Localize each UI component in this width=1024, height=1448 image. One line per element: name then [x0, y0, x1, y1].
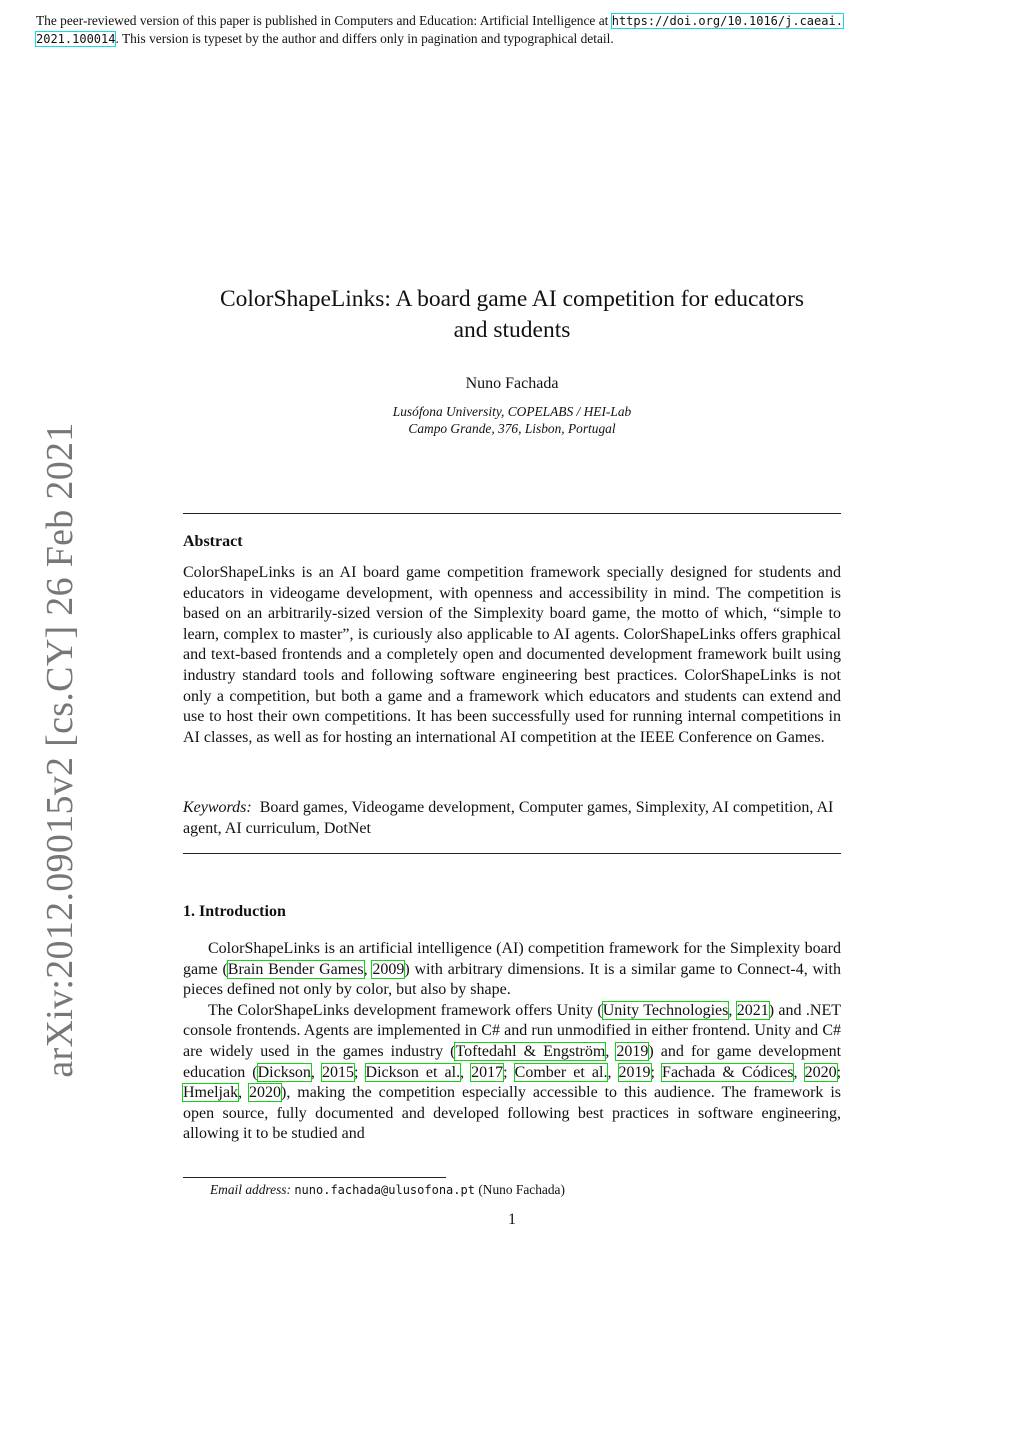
citation-link[interactable]: Brain Bender Games — [227, 960, 364, 978]
page-number: 1 — [508, 1211, 516, 1228]
footnote-rule — [183, 1177, 446, 1178]
keywords-label: Keywords: — [183, 799, 252, 816]
citation-link[interactable]: Dickson — [257, 1063, 311, 1081]
email-address: nuno.fachada@ulusofona.pt — [294, 1183, 475, 1197]
affiliation-line-1: Lusófona University, COPELABS / HEI-Lab — [392, 404, 632, 419]
footnote — [210, 1182, 565, 1198]
keywords — [183, 798, 841, 839]
citation-link[interactable]: Comber et al. — [514, 1063, 608, 1081]
abstract-text: ColorShapeLinks is an AI board game competition framework specially designed for students and educators in videogame development, with openness and accessibility in mind. The competition is based on an arbitrarily-sized version of the Simplexity board game, the motto of which, “simple to learn, complex to master”, is curiously also applicable to AI agents. ColorShapeLinks offers graphical and text-based frontends and a completely open and documented development framework built using industry standard tools and following software engineering best practices. ColorShapeLinks is not only a competition, but both a game and a framework which educators and students can extend and use to host their own competitions. It has been successfully used for running internal competitions in AI classes, as well as for hosting an international AI competition at the IEEE Conference on Games. — [183, 564, 841, 746]
citation-year-link[interactable]: 2021 — [736, 1001, 769, 1019]
author-affiliation — [183, 403, 841, 437]
paragraph: ColorShapeLinks is an artificial intelligence (AI) competition framework for the Simplexity board game (Brain Bender Games, 2009) with arbitrary dimensions. It is a similar game to Connect-4, with pieces defined not only by color, but also by shape. — [183, 940, 842, 999]
paper-title — [183, 284, 841, 346]
citation-year-link[interactable]: 2019 — [618, 1063, 651, 1081]
citation-year-link[interactable]: 2020 — [249, 1084, 282, 1102]
citation-link[interactable]: Hmeljak — [183, 1084, 239, 1102]
doi-link[interactable]: https://doi.org/10.1016/j.caeai. — [611, 14, 843, 28]
title-line-1: ColorShapeLinks: A board game AI competition for educators — [219, 286, 805, 312]
citation-year-link[interactable]: 2009 — [372, 960, 405, 978]
citation-link[interactable]: Dickson et al. — [365, 1063, 461, 1081]
paragraph: The ColorShapeLinks development framework offers Unity (Unity Technologies, 2021) and .NET console frontends. Agents are implemented in C# and run unmodified in either frontend. Unity and C# are widely used in the games industry (Toftedahl & Engström, 2019) and for game development education (Dickson, 2015; Dickson et al., 2017; Comber et al., 2019; Fachada & Códices, 2020; Hmeljak, 2020), making the competition especially accessible to this audience. The framework is open source, fully documented and developed following best practices in software engineering, allowing it to be studied and — [183, 1001, 842, 1143]
introduction-body — [183, 939, 841, 1145]
affiliation-line-2: Campo Grande, 376, Lisbon, Portugal — [408, 421, 616, 436]
keywords-text: Board games, Videogame development, Computer games, Simplexity, AI competition, AI agent, AI curriculum, DotNet — [183, 799, 834, 837]
abstract-heading: Abstract — [183, 533, 243, 550]
author-name: Nuno Fachada — [465, 375, 559, 392]
citation-year-link[interactable]: 2017 — [471, 1063, 504, 1081]
arxiv-identifier: arXiv:2012.09015v2 [cs.CY] 26 Feb 2021 — [39, 422, 81, 1078]
citation-year-link[interactable]: 2015 — [322, 1063, 354, 1081]
citation-year-link[interactable]: 2019 — [616, 1042, 649, 1060]
notice-text-end: . This version is typeset by the author and differs only in pagination and typographical detail. — [115, 31, 614, 46]
citation-link[interactable]: Toftedahl & Engström — [455, 1042, 606, 1060]
footnote-name: (Nuno Fachada) — [478, 1182, 565, 1197]
abstract-bottom-rule — [183, 853, 841, 854]
citation-year-link[interactable]: 2020 — [804, 1063, 837, 1081]
doi-link-continued[interactable]: 2021.100014 — [36, 32, 116, 46]
publication-notice — [36, 12, 986, 48]
citation-link[interactable]: Fachada & Códices — [662, 1063, 794, 1081]
title-line-2: and students — [453, 317, 571, 343]
citation-link[interactable]: Unity Technologies — [602, 1001, 729, 1019]
notice-text: The peer-reviewed version of this paper is published in Computers and Education: Artificial Intelligence at — [36, 13, 612, 28]
footnote-label: Email address: — [210, 1182, 291, 1197]
section-heading-introduction: 1. Introduction — [183, 903, 286, 920]
abstract-top-rule — [183, 513, 841, 514]
